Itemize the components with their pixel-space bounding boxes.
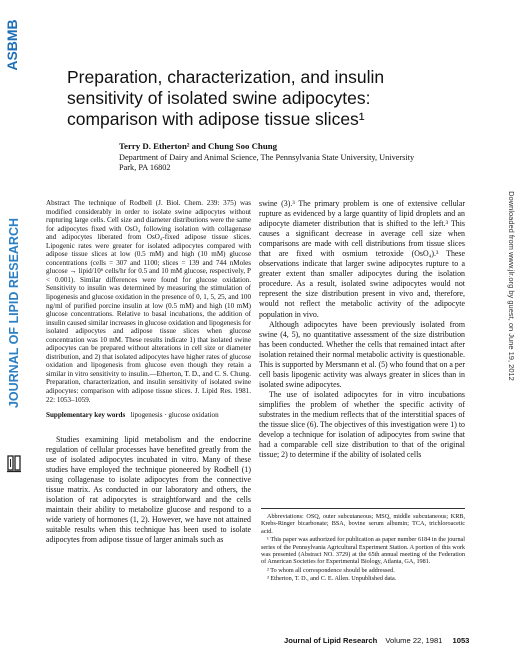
left-column — [46, 199, 251, 545]
footnotes — [261, 508, 465, 584]
keywords — [46, 411, 251, 420]
keywords-label: Supplementary key words — [46, 411, 126, 420]
book-icon — [7, 455, 21, 473]
right-column — [259, 199, 465, 460]
article-title: Preparation, characterization, and insulin sensitivity of isolated swine adipocytes: comparison with adipose tissue slices¹ — [67, 67, 385, 129]
abstract: Abstract The technique of Rodbell (J. Biol. Chem. 239: 375) was modified considerably in order to isolate swine adipocytes without rupturing large cells. Cell size and diameter distributions were the same for adipocytes fixed with OsO₄ following isolation with collagenase and adipocytes liberated from OsO₄-fixed adipose tissue slices. Lipogenic rates were greater for isolated adipocytes compared with adipose tissue slices at low (0.5 mM) and high (10 mM) glucose concentrations (cells = 307 and 1100; slices = 139 and 744 nMoles glucose → lipid/10⁶ cells/hr for 0.5 and 10 mM glucose, respectively, P < 0.001). Similar differences were found for glucose oxidation. Sensitivity to insulin was determined by measuring the stimulation of lipogenesis and glucose oxidation in the presence of 0, 1, 5, 25, and 100 ng/ml of purified porcine insulin at low (0.5 mM) and high (10 mM) glucose concentrations. Relative to basal incubations, the addition of insulin caused similar increases in glucose oxidation and lipogenesis for isolated adipocytes and adipose tissue slices when glucose concentration was 10 mM. These results indicate 1) that isolated swine adipocytes can be prepared without alterations in cell size or diameter distribution, and 2) that isolated adipocytes have higher rates of glucose oxidation and lipogenesis from glucose even though they retain a similar in vitro sensitivity to insulin.—Etherton, T. D., and C. S. Chung. Preparation, characterization, and insulin sensitivity of isolated swine adipocytes: comparison with adipose tissue slices. J. Lipid Res. 1981. 22: 1053–1059. — [46, 199, 251, 404]
keywords-list: lipogenesis · glucose oxidation — [130, 411, 219, 420]
body-paragraph: swine (3).³ The primary problem is one of extensive cellular rupture as evidenced by a large quantity of lipid droplets and an adipocyte diameter distribution that is shifted to the left.³ This causes a significant decrease in average cell size when comparisons are made with cell distributions from tissue slices that are fixed with osmium tetroxide (OsO₄).³ These observations indicate that larger swine adipocytes rupture to a greater extent than smaller adipocytes during the isolation procedure. As a result, isolated swine adipocytes would not represent the size distribution present in vivo and, therefore, would not reflect the metabolic activity of the adipocyte population in vivo. — [259, 199, 465, 319]
footnote: ³ Etherton, T. D., and C. E. Allen. Unpublished data. — [267, 575, 397, 583]
footnote: ² To whom all correspondence should be addressed. — [267, 566, 395, 574]
page-number: 1053 — [452, 636, 470, 645]
footer-volume: Volume 22, 1981 — [385, 636, 443, 645]
journal-sidebar — [0, 0, 32, 661]
page-footer — [284, 636, 469, 645]
author-affiliation: Department of Dairy and Animal Science, The Pennsylvania State University, University Park, PA 16802 — [119, 153, 415, 172]
journal-name-vertical: JOURNAL OF LIPID RESEARCH — [7, 217, 21, 409]
article-authors: Terry D. Etherton² and Chung Soo Chung — [119, 141, 278, 151]
download-note: Downloaded from www.jlr.org by guest, on June 19, 2012 — [507, 191, 516, 381]
footer-journal: Journal of Lipid Research — [284, 636, 378, 645]
body-paragraph: Although adipocytes have been previously isolated from swine (4, 5), no quantitative assessment of the size distribution has been conducted. Whether the cells that remained intact after isolation retained their normal metabolic activity is questionable. This is supported by Mersmann et al. (5) who found that on a per cell basis lipogenic activity was always greater in slices than in isolated swine adipocytes. — [259, 319, 465, 389]
footnote: ¹ This paper was authorized for publication as paper number 6184 in the journal series of the Pennsylvania Agricultural Experiment Station. A portion of this work was presented (Abstract NO. 3729) at the 65th annual meeting of the Federation of American Societies for Experimental Biology, Atlanta, GA, 1981. — [261, 536, 465, 566]
body-paragraph: The use of isolated adipocytes for in vitro incubations simplifies the problem of whether the specific activity of substrates in the medium reflects that of the interstitial spaces of the tissue slice (6). The objectives of this investigation were 1) to develop a technique for isolation of adipocytes from swine that had a comparable cell size distribution to that of the original tissue; 2) to determine if the ability of isolated cells — [259, 389, 465, 460]
asbmb-logo: ASBMB — [4, 19, 20, 71]
footnote: Abbreviations: OSQ, outer subcutaneous; MSQ, middle subcutaneous; KRB, Krebs-Ringer bicarbonate; BSA, bovine serum albumin; TCA, trichloroacetic acid. — [261, 513, 465, 535]
intro-paragraph: Studies examining lipid metabolism and the endocrine regulation of cellular processes have benefited greatly from the use of isolated adipocytes incubated in vitro. Many of these studies have employed the technique pioneered by Rodbell (1) using collagenase to isolate adipocytes from the connective tissue matrix. As conducted in our laboratory and others, the isolation of rat adipocytes is straightforward and the cells maintain their ability to metabolize glucose and respond to a wide variety of hormones (1, 2). However, we have not attained suitable results when this technique has been used to isolate adipocytes from adipose tissue of larger animals such as — [46, 434, 251, 544]
